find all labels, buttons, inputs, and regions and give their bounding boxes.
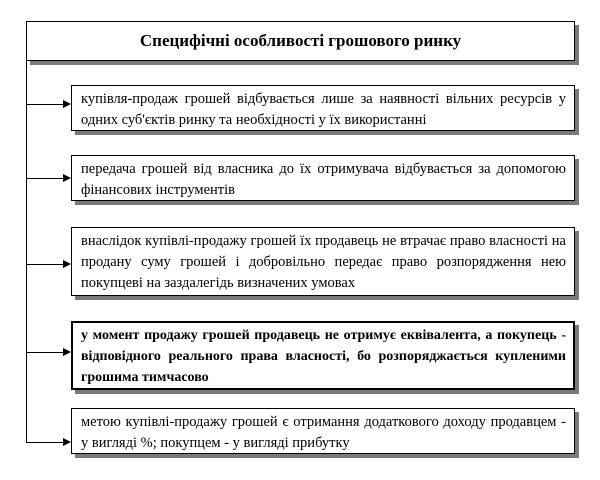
diagram-title-box <box>26 21 575 61</box>
feature-box-1 <box>71 85 575 131</box>
feature-text-1: купівля-продаж грошей відбувається лише за наявності вільних ресурсів у одних суб'єктів ринку та необхідності у їх використанні <box>81 91 566 128</box>
feature-box-2 <box>71 155 575 201</box>
diagram-title: Специфічні особливості грошового ринку <box>139 31 462 50</box>
feature-text-2: передача грошей від власника до їх отримувача відбувається за допомогою фінансових інструментів <box>81 161 566 198</box>
feature-box-4-emphasized <box>71 321 575 390</box>
feature-text-5: метою купівлі-продажу грошей є отримання додаткового доходу продавцем - у вигляді %; покупцем - у вигляді прибутку <box>81 414 566 451</box>
arrowhead-4 <box>63 348 71 356</box>
arrowhead-3 <box>63 260 71 268</box>
feature-text-3: внаслідок купівлі-продажу грошей їх продавець не втрачає право власності на продану суму грошей і добровільно передає право розпорядження нею покупцеві на заздалегідь визначених умовах <box>81 233 566 291</box>
feature-box-5 <box>71 408 575 454</box>
arrowhead-2 <box>63 174 71 182</box>
arrowhead-1 <box>63 100 71 108</box>
connector-trunk-line <box>26 61 27 443</box>
arrowhead-5 <box>63 438 71 446</box>
feature-box-3 <box>71 227 575 296</box>
feature-text-4: у момент продажу грошей продавець не отримує еквівалента, а покупець - відповідного реального права власності, бо розпоряджається купленими грошима тимчасово <box>81 328 566 385</box>
